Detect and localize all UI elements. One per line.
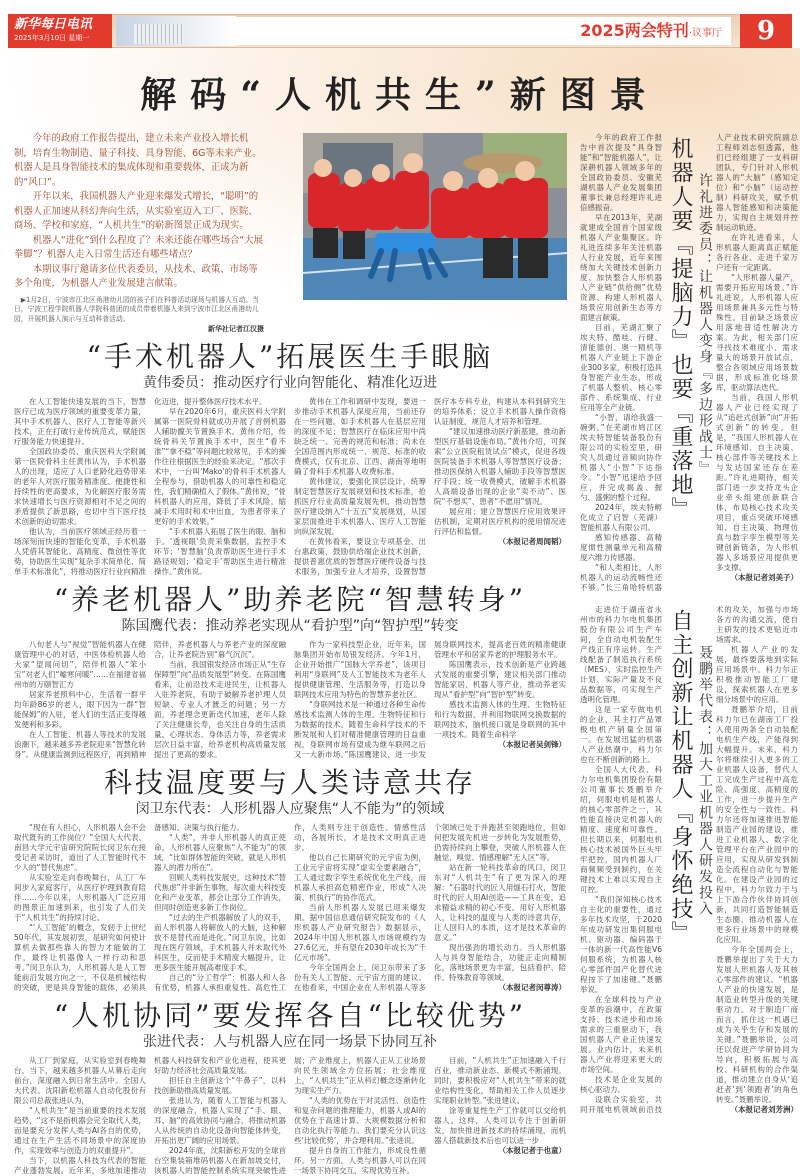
paragraph: 当前，我国人形机器人产业已经实现了从“追赶式创新”向“开拓式创新”的转变。但是，“我国人形机器人在环境感知、自主决策、核心部件等关键技术上与发达国家还存在差距。”许礼进期待，相关部门进一步支持龙头企业牵头组建创新联合体，布局核心技术攻关项目，重点突破环境感知、自主决策、物理仿真与数字孪生模型等关键创新链条，为人形机器人多场景应用提供更多支撑。 <box>716 393 798 572</box>
article-headline: “养老机器人”助养老院“智慧转身” <box>53 583 527 616</box>
paragraph: 在人工智能、机器人等技术的发展浪潮下，越来越多养老院迎来“智慧化转身”。从健康监测到远程医疗，再到精神陪伴，养老机器人与养老产业的深度融合，让养老院告别“暮气沉沉”。 <box>14 640 286 759</box>
article-continued-text: 现出强劲的增长动力。当人形机器人与具身智能结合，功能正走向精制化，落地场景更为丰富，包括看护、陪伴、特殊教育等领域。 <box>434 943 566 982</box>
paragraph: “‘人工智能’的概念，发轫于上世纪50年代，其发展初衷，是研究如何使计算机去做那些靠人的智力才能做的工作，最终让机器像人一样行动和思考。”闵卫东认为，人形机器人是人工智能前沿发展方向之一，不仅是机械结构的突破，更是具身智能的载体，必须具备感知、决策与执行能力。 <box>14 823 244 992</box>
paragraph: 提升自身的工作能力，形成良性循环。另一方面，人类与机器人可以在同一场景下协同交互，实现优势互补。 <box>294 1146 426 1175</box>
paragraph: 从实验室走向春晚舞台，从工厂车间步入家庭客厅，从医疗护理到教育陪伴……今年以来，人形机器人广泛应用的图景正加速到来，也引发了人们关于“人机共生”的持续讨论。 <box>14 873 146 922</box>
article-byline: （本报记者周闻韬） <box>498 537 566 546</box>
paragraph: 黄伟在工作和调研中发现，要进一步推动手术机器人深度应用，当前还存在一些问题。如手术机器人在基层应用的深度不足；智慧医疗在临床应用中尚缺乏统一、完善的规范和标准；尚未在全国范围内形成统一、规范、标准的收费模式，仅有北京、江西、湖南等地明确了骨科手术机器人收费标准。 <box>294 397 426 476</box>
paragraph: “小智，请给我盛一碗粥。”在芜湖市鸠江区埃夫特智能装备股份有限公司的实验室里，研究人员通过音频向协作机器人“小智”下达指令。“小智”迅速给予回应，并完成揭盖、握勺、盛粥的整个过程。 <box>580 413 662 502</box>
main-articles-area <box>14 132 566 1176</box>
paragraph: 2024年，埃夫特孵化成立了启智（芜湖）智能机器人有限公司。 <box>580 503 662 532</box>
article <box>14 340 566 577</box>
feature-1-column-1 <box>580 133 662 533</box>
paragraph: “人类”，并非人形机器人的真正使命，人形机器人应聚焦“人不能为”的领域，“比如群体智能的突破，就是人形机器人的潜力所在”。 <box>154 833 286 872</box>
feature-1-headline: 机器人要『提脑力』也要『重落地』 <box>668 137 693 521</box>
paragraph: 今年全国两会上，闵卫东带来了多份有关人工智能、元宇宙方面的建议。在他看来，中国企业在人形机器人等多个领域已处于并跑甚至领跑地位，但如何把发展先机进一步转化为发展胜势，仍需持续向上攀登，突破人形机器人在触觉、嗅觉、情感理解“无人区”等。 <box>294 823 566 992</box>
paragraph: 自己的“分工哲学”：机器人和人各有优势，机器人承担重复性、高危性工作，人类则专注于创造性、情感性活动，各展所长，才是技术文明真正进步。 <box>154 823 426 992</box>
feature-2-headline: 自主创新让机器人『身怀绝技』 <box>668 609 693 945</box>
article-byline: （本报记者吴剑锋） <box>498 740 566 749</box>
column-name: ·议事厅 <box>688 28 722 39</box>
article-lead: 在人工智能快速发展的当下，智慧医疗已成为医疗领域的重要变革力量，其中手术机器人、医疗人工智能等新兴技术，正在打破行业传统范式，赋能医疗服务能力快速提升。 <box>14 397 146 446</box>
paragraph: 全国政协委员、重庆医科大学附属第一医院骨科主任黄伟认为，手术机器人的出现，适应了人口老龄化趋势带来的老年人对医疗服务精准度、便捷性和持续性的更高要求，为化解医疗服务需求快速增长与医疗资源相对不足之间的矛盾提供了新思路，也切中当下医疗技术创新的迫切需求。 <box>14 447 146 526</box>
paragraph: 今年全国两会上，聂鹏举提出了关于大力发展人形机器人及其核心零部件的建议。“机器人产业的快速发展，是制造业转型升级的关键驱动力。对于制造厂商而言，抓住这一机遇已成为关乎生存和发展的关键。”聂鹏举说，公司还以促进产学研协同为导向，积极拓展与高校、科研机构的合作渠道，推动建立自身从‘追赶者’到‘领跑者’的角色转变。”聂鹏举说。 <box>716 945 798 1104</box>
article <box>14 999 566 1176</box>
paragraph: 回顾人类科技发展史，这种技术“替代焦虑”并非新生事物，每次重大科技变化和产业变革，都会让部分工作消失，但同时创造更多新工作岗位。 <box>154 873 286 912</box>
paragraph: 目前，芜湖汇聚了埃夫特、酷哇、行健、清能德创、奥一精机等机器人产业链上下游企业300多家，积极打造具身智能产业生态，形成了机器人整机、核心零部件、系统集成、行业应用等全产业链。 <box>580 323 662 412</box>
paragraph: 机器人“进化”到什么程度了？未来还能在哪些场合“大展拳脚”？机器人走入日常生活还有哪些堵点？ <box>14 234 263 260</box>
article-byline: （本报记者闵尊涛） <box>498 983 566 992</box>
paragraph: 站在新一轮科技革命的风口，闵卫东对“人机共生”有了更为深入的理解：“石器时代的匠人用燧石打火，智能时代的匠人用AI创造——工具在变，追求精益求精的初心不变。用好人形机器人，让科技的温度与人类的诗意共存，让人回归人的本质，这才是技术革命的意义。” <box>434 863 566 942</box>
paragraph: 担任自主创新这个“牛鼻子”，以科技创新助推高质量发展。 <box>154 1076 286 1095</box>
paragraph: 这是一家专做电机的企业，其主打产品罩极电机产销量全国第一。在发展迅猛的机器人产业热潮中，科力尔也在不断创新的路上。 <box>580 705 662 764</box>
paragraph: “人形机器人量产，需要开拓应用场景。”许礼进说，人形机器人应用场景兼具多元性与特殊性。目前缺乏场景应用落地普适性解决方案。为此，相关部门应寻找技术难度小、需求量大的场景开放试点，整合各领域应用场景数据，形成标准化场景库，驱动算法迭代。 <box>716 273 798 392</box>
page-title: 解码“人机共生”新图景 <box>140 74 660 116</box>
special-title: 2025两会特刊 <box>580 21 689 40</box>
paragraph: 当前人形机器人发展已迎来爆发期。据中国信息通信研究院发布的《人形机器人产业研究报告》数据显示，2024年中国人形机器人市场规模约为27.6亿元，并有望在2030年成长为“千亿元市场”。 <box>294 903 426 962</box>
paragraph: “人机共生”是当前重要的技术发展趋势，“这不是指机器会完全取代人类，而是要充分发挥人类与AI各自的优势，通过在生产生活不同场景中的深度协作，实现效率与创造力的双重提升”。 <box>14 1106 146 1155</box>
paragraph: 他以自己长期研究的元宇宙为例，工业元宇宙将实现“虚实全要素融合”，工人通过数字孪生系统优化生产线，而机器人承担高危精密作业，形成“人决策、机执行”的协作范式。 <box>294 853 426 902</box>
paragraph: 设联合实验室，共同开展电机领域前沿技术的攻关，加强与市场各方的沟通交流，使自主研发的技术更贴近市场需求。 <box>580 605 798 1114</box>
photo-caption: ▶1月2日，宁波市江北区甬港幼儿园的孩子们在科普活动现场与机器人互动。当日，宁波工程学院机器人学院科普团的成员带着机器人来到宁波市江北区甬港幼儿园，开展机器人演示与互动科普活动。 <box>14 295 259 323</box>
article-continued-text: 感技术监测人体的生理、生物特征和行为数据，并利用物联网交换数据的联网技术，脑机接口就是身联网的其中一项技术。随着生命科学 <box>434 700 566 739</box>
paragraph: 黄伟建议，要强化顶层设计，统筹制定智慧医疗发展规划和技术标准，抢抓医疗行业高质量发展先机，推动智慧医疗建设纳入“十五五”发展规划，从国家层面推进手术机器人、医疗人工智能向纵深发展。 <box>294 477 426 536</box>
paragraph: 今年的政府工作报告中首次提及“具身智能”和“智能机器人”，让深耕机器人领域多年的全国政协委员、安徽芜湖机器人产业发展集团董事长兼总经理许礼进倍感振奋。 <box>580 133 662 212</box>
issue-date: 2025年3月10日 星期一 <box>14 34 90 42</box>
newspaper-logo: 新华每日电讯 <box>14 17 93 32</box>
paragraph: 当前，我国银发经济市场正从“生存保障型”向“品质发展型”转变。在陈国鹰看来，让前沿技术走进民生，让机器人入驻养老院，有助于破解养老护理人员短缺、专业人才匮乏的问题；另一方面，养老理念更新迭代加速，老年人除了关注健康长寿，也关注自身的生活质量、心理状态、身体活力等，养老需求层次日益丰富，给养老机构高质量发展提出了更高的要求。 <box>154 660 286 759</box>
photo-credit: 新华社记者江汉摄 <box>208 325 264 333</box>
intro-text <box>14 132 264 292</box>
paragraph: 感知传感器、高精度惯性测量单元和高精度六维力传感器。 <box>580 533 662 562</box>
paragraph: 本期议事厅邀请多位代表委员，从技术、政策、市场等多个角度，为机器人产业发展建言献策。 <box>14 263 258 289</box>
feature-1-subhead: 许礼进委员：让机器人变身『多边形战士』 <box>697 173 713 477</box>
page-number: 9 <box>740 14 792 48</box>
paragraph: “身联网技术是一种通过各种生命传感技术监测人体的生理、生物特征和行为数据的技术。随着生命科学技术的不断发展和人们对精准健康管理的日益重视，身联网市场有望成为继车联网之后又一大新市场。”陈国鹰建议，进一步发展身联网技术，提高老百姓的精准健康管理水平和居家养老的护理服务水平。 <box>294 640 566 759</box>
feature-2-byline: （本报记者刘芳洲） <box>730 1105 798 1114</box>
article <box>14 583 566 760</box>
paragraph: 当下，以机器人科技为代表的智能产业蓬勃发展。近年来，多地加速推动机器人科技研发和产业化进程，使其更好助力经济社会高质量发展。 <box>14 1056 286 1175</box>
feature-2-subhead: 聂鹏举代表：加大工业机器人研发投入 <box>697 645 713 917</box>
article-headline: “人机协同”要发挥各自“比较优势” <box>53 999 527 1032</box>
paragraph: 早在2013年，芜湖就建成全国首个国家级机器人产业集聚区。许礼进连续多年关注机器人行业发展，近年来围绕加大关键技术创新力度、加快整合人形机器人产业链“供给侧”优势资源、构建人形机器人场景应用创新生态等方面建言献策。 <box>580 213 662 322</box>
articles <box>14 340 566 1176</box>
article-continued-text: 涂等重复性生产工作就可以交给机器人。这样，人类可以专注于创新研发，加快推进新技术的持续涌现，而机器人搭载新技术后也可以进一步 <box>434 1106 566 1145</box>
feature-1 <box>580 133 798 593</box>
paragraph: 机器人产业的发展，最终要落地到实际应用场景中。科力尔正积极推动智能工厂建设，探索机器人在更多细分场景中的应用。 <box>716 645 798 704</box>
article-lead: “现在有人担心，人形机器人会不会取代既有的工作岗位？”全国人大代表、南昌大学元宇宙研究院院长闵卫东在接受记者采访时，道出了人工智能时代不少人的“替代焦虑”。 <box>14 823 146 872</box>
article-body <box>14 640 566 760</box>
paragraph: 他认为，当前医疗领域正经历着一场深刻而快速的智能化变革，手术机器人凭借其智能化、高精度、微创性等优势，协助医生实现“复杂手术简单化、简单手术标准化”，将推动医疗行业向精准化迈进，提升整体医疗技术水平。 <box>14 397 267 576</box>
special-edition-label <box>580 19 722 46</box>
article-body <box>14 1056 566 1176</box>
paragraph: 作为一家科技型企业，近年来，国脉集团开始布局银发经济。今年1月，企业开始推广“国脉大学养老”，该项目利用“身联网”及人工智能技术为老年人提供健康管理、生活服务等，打造以身联网技术应用为特色的智慧养老社区。 <box>294 640 426 699</box>
paragraph: “和人类相比，人形机器人的运动流畅性还不够。”长三角哈特机器人产业技术研究院副总工程师刘志恒透露，他们已经组建了一支科研团队，专门针对人形机器人的“大脑”（感知定位）和“小脑”（运动控制）科研攻关，赋予机器人智能感知和决策能力，实现自主规划并控制运动轨迹。 <box>580 133 798 592</box>
paragraph: 在全球科技与产业变革的浪潮中，在政策支持、技术进步和市场需求的三重驱动下，我国机器人产业正快速发展。业内估计，未来机器人产业将迎来更大的市场空间。 <box>580 995 662 1074</box>
paragraph: “人类的优势在于对灵活性、创造性和复杂问题的推理能力，机器人或AI的优势在于高速计算、大规模数据分析和自动化执行等能力。我们要充分认识这些‘比较优势’，并合理利用。”张进说。 <box>294 1096 426 1145</box>
building-icon <box>134 24 184 44</box>
feature-area <box>580 133 798 1127</box>
article-subhead: 张进代表：人与机器人应在同一场景下协同互补 <box>143 1034 437 1050</box>
article-lead: 八旬老人与“视觉”智能机器人在健康管理中心的对话，中医体检机器人给大家“望闻问切”，陪伴机器人“笨小宝”对老人们“嘘寒问暖”……在福建省福州市的万颐智汇方 <box>14 640 146 689</box>
article-lead: 从工厂到家庭，从实验室到春晚舞台，当下，越来越多机器人从幕后走向前台，深度融入到日常生活中。全国人大代表、沈阳新松机器人自动化股份有限公司总裁张进认为， <box>14 1056 146 1105</box>
newspaper-brand <box>8 14 112 48</box>
feature-2-column-1 <box>580 605 662 1095</box>
paragraph: 居家养老照料中心，生活着一群平均年龄86岁的老人，眼下因为一群“智能保姆”的入驻，老人们的生活正变得越发便利和多彩。 <box>14 690 146 729</box>
paragraph: 聂鹏举介绍，目前科力尔已在湖南工厂投入使用两条全自动装配电机生产线，产能得到大幅提升。未来，科力尔将继续引入更多的工业机器人设备，替代人工完成生产过程中高危险、高强度、高精度的工作，进一步提升生产的安全性与一致性。科力尔还将加速推进智能制造产业园的建设，推进工业机器人、数字化管理平台在产业园中的应用，实现从研发到制造全流程自动化与智能化。在建设产业园的过程中，科力尔致力于与上下游合作伙伴协同创新，共同打造智能制造生态圈，推动机器人在更多行业场景中的规模化应用。 <box>716 705 798 944</box>
paragraph: “手术机器人拓展了医生的眼、脑和手。‘透视眼’负责采集数据，监控手术环节；‘智慧脑’负责帮助医生进行手术路径规划；‘稳定手’帮助医生进行精准操作。”黄伟说。 <box>154 527 286 576</box>
paragraph: 技术是企业发展的核心驱动力。 <box>580 1075 662 1094</box>
article-headline: “手术机器人”拓展医生手眼脑 <box>86 340 494 373</box>
article-body <box>14 823 566 993</box>
article <box>14 766 566 993</box>
paragraph: 今年的政府工作报告提出，建立未来产业投入增长机制，培育生物制造、量子科技、具身智能、6G等未来产业。机器人是具身智能技术的集成体现和重要载体，正成为新的“风口”。 <box>14 133 262 188</box>
article-body <box>14 397 566 577</box>
great-hall-image <box>116 16 236 46</box>
feature-2 <box>580 605 798 1115</box>
paragraph: 张进认为，随着人工智能与机器人的深度融合，机器人实现了“手、眼、耳、脑”的高效协同与融合，将推动机器人从传统的自动化设备向智能体转变，开拓出更广阔的应用场景。 <box>154 1096 286 1145</box>
paragraph: “建议加速推动医疗新基建，推动新型医疗基础设施布局。”黄伟介绍，可探索“公立医院租赁试点”模式，促进各级医院装备手术机器人等智慧医疗设备；推动医保纳入机器人辅助手段等智慧医疗手段；统一收费模式，破解手术机器人高端设备出现的企业“卖不动”、医院“不想买”、患者“不愿用”情况。 <box>434 427 566 506</box>
article-subhead: 闵卫东代表：人形机器人应聚焦“人不能为”的领域 <box>135 801 445 817</box>
paragraph: 在许礼进看来，人形机器人距离真正赋能各行各业、走进千家万户还有一定距离。 <box>716 233 798 272</box>
article-subhead: 陈国鹰代表：推动养老实现从“看护型”向“智护型”转变 <box>121 618 459 634</box>
paragraph: 全国人大代表、科力尔电机集团股份有限公司董事长聂鹏举介绍，伺服电机是机器人的核心零部件之一，其性能直接决定机器人的精度、速度和可靠性。但长期以来，伺服电机核心技术被国外巨头牢牢把控，国内机器人厂商频频受到制约，在关键技术上难以实现自主可控。 <box>580 765 662 894</box>
paragraph: 走进位于湖南省永州市的科力尔电机集团股份有限公司生产车间，全自动电机装配生产线正有序运转。生产线配备了制造执行系统（MES），实时监控生产计划、实际产量及不良品数据等，可实现生产透明化管理。 <box>580 605 662 704</box>
feature-1-byline: （本报记者刘美子） <box>730 573 798 582</box>
paragraph: 早在2020年6月，重庆医科大学附属第一医院骨科就成功开展了首例机器人辅助髋关节置换手术。黄伟介绍，传统骨科关节置换手术中，医生“看不准”“拿不稳”等问题比较常见，手术的操作往往根据医生的经验来决定。“那次手术中，一台叫‘Mako’的骨科手术机器人全程参与，借助机器人的可靠性和稳定性，我们精确植入了假体。”黄伟说，“骨科机器人的应用，降低了手术风险，缩减手术用时和术中出血，为患者带来了更好的手术效果。” <box>154 407 286 526</box>
paragraph: 陈国鹰表示，技术创新是产业跨越式发展的重要引擎，建议相关部门推动智能家居、机器人等产业，推动养老实现从“看护型”向“智护型”转变。 <box>434 660 566 699</box>
article-byline: （本报记者于也童） <box>498 1146 566 1155</box>
paragraph: “过去的生产机器解放了人的双手，而人形机器人将解放人的大脑，这种解放不是替代而是进化。”闵卫东说，比如现在医疗领域，手术机器人并未取代外科医生，反而使手术精度大幅提升，让更多医生能开展高难度手术。 <box>154 913 286 972</box>
article-headline: 科技温度要与人类诗意共存 <box>103 766 476 799</box>
paragraph: 在黄伟看来，要设立专项基金、出台惠政策，鼓励供给端企业技术创新，提供普惠优质的智慧医疗硬件设备与技术服务，加强专业人才培养，设置智慧医疗本专科专业，构建从本科到研究生的培养体系；设立手术机器人操作资格认证制度，规范人才培养和管理。 <box>294 397 566 576</box>
paragraph: 目前，“人机共生”正加速融入千行百业，推动新业态、新模式不断涌现。同时，要积极应对“人机共生”带来的就业结构性变化，帮助相关工作人员逐步实现职业转型。”张进建议。 <box>434 1056 566 1105</box>
article-subhead: 黄伟委员：推动医疗行业向智能化、精准化迈进 <box>143 375 437 391</box>
paragraph: “我们深知核心技术自主化的重要性，通过多年技术攻坚，于2020年成功研发出集伺服电机、驱动器、编码器于一体的新一代高性能V6伺服系统，为机器人核心零部件国产化替代进程按下了加速键。”聂鹏举说。 <box>580 895 662 994</box>
article-continued-text: 展应用；建立智慧医疗应用效果评估机制，定期对医疗机构的使用情况进行评估和监督。 <box>434 507 566 536</box>
paragraph: 2024年底，沈阳新松开发的全球首台空集装箱堆码机器人在新加坡交付，该机器人的智能控制系统实现突破性进展；产业维度上，机器人正从工业场景向民生领域全方位拓展；社会维度上，“人机共生”正从科幻概念逐渐转化为现实生产力。 <box>154 1056 426 1175</box>
paragraph: 开年以来，我国机器人产业迎来爆发式增长，“聪明”的机器人正加速从科幻奔向生活，从实验室迈入工厂、医院、商场、学校和家庭，“人机共生”的崭新图景正成为现实。 <box>14 191 259 231</box>
